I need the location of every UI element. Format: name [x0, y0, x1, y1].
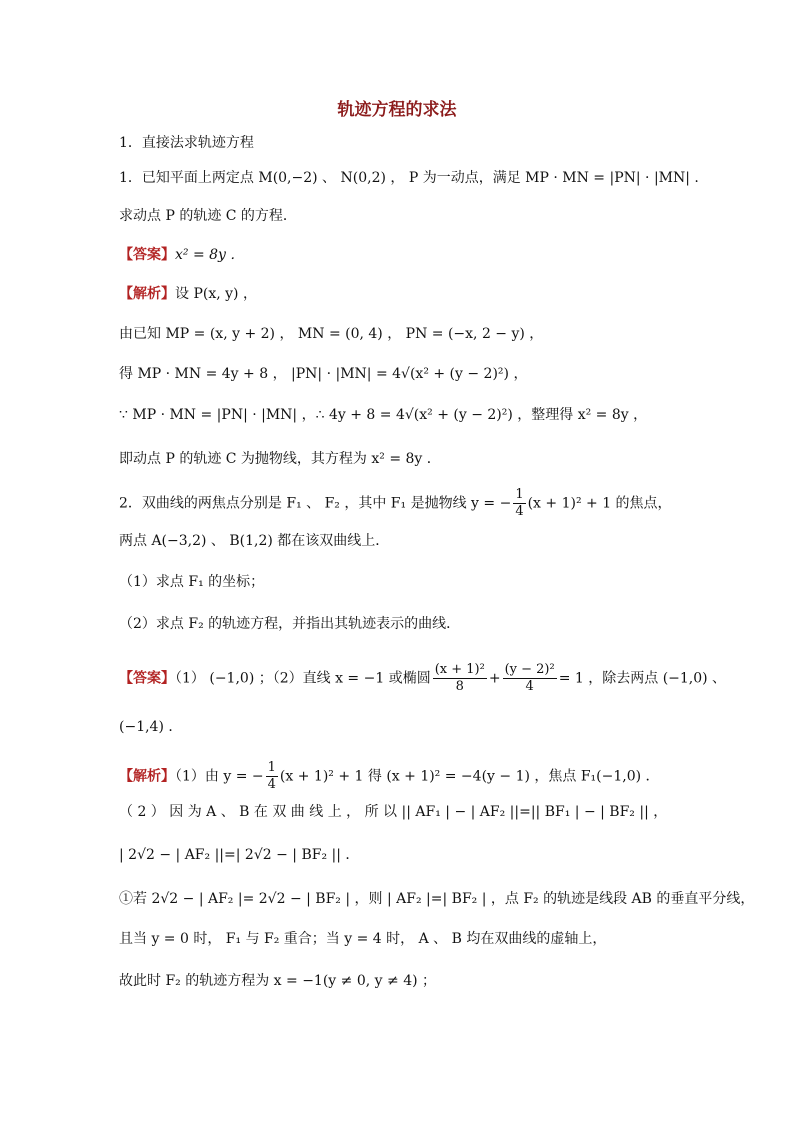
- section-heading: 1．直接法求轨迹方程: [119, 135, 254, 151]
- answer-tag: 【答案】: [119, 670, 175, 687]
- solution-line: 即动点 P 的轨迹 C 为抛物线，其方程为 x² = 8y ．: [119, 451, 441, 467]
- solution-line: ∵ MP · MN = |PN| · |MN| ，∴ 4y + 8 = 4√(x² + (y − 2)²) ，整理得 x² = 8y ，: [119, 407, 648, 423]
- fraction: [433, 662, 487, 695]
- answer-tag: 【答案】: [119, 247, 175, 263]
- problem-2-statement: [119, 487, 672, 520]
- fraction: [266, 760, 278, 793]
- problem-2-solution: [119, 760, 660, 793]
- answer-text: x² = 8y ．: [175, 247, 245, 263]
- plus-sign: +: [488, 670, 501, 687]
- solution-line: 且当 y = 0 时， F₁ 与 F₂ 重合；当 y = 4 时， A 、 B 均在双曲线的虚轴上，: [119, 931, 607, 947]
- solution-line: 设 P(x, y) ，: [175, 286, 257, 302]
- fraction-numerator: 1: [515, 487, 524, 502]
- solution-text: （1）由 y = −: [175, 768, 264, 785]
- fraction: [513, 487, 525, 520]
- solution-line: 得 MP · MN = 4y + 8 ， |PN| · |MN| = 4√(x² + (y − 2)²) ，: [119, 366, 528, 382]
- fraction-denominator: 4: [267, 777, 276, 792]
- solution-tag: 【解析】: [119, 286, 175, 302]
- problem-1-answer: [119, 245, 244, 265]
- fraction-denominator: 4: [515, 504, 524, 519]
- problem-2-answer: [119, 662, 726, 695]
- solution-text: (x + 1)² + 1 得 (x + 1)² = −4(y − 1) ，焦点 F₁(−1,0) ．: [279, 768, 660, 785]
- fraction-denominator: 8: [455, 679, 464, 694]
- solution-line: | 2√2 − | AF₂ ||=| 2√2 − | BF₂ || ．: [119, 847, 360, 863]
- page-title: 轨迹方程的求法: [337, 100, 457, 120]
- answer-text: = 1 ，除去两点 (−1,0) 、: [558, 670, 727, 687]
- fraction-numerator: 1: [267, 760, 276, 775]
- solution-line: （ 2 ） 因 为 A 、 B 在 双 曲 线 上 ， 所 以 || AF₁ | − | AF₂ ||=|| BF₁ | − | BF₂ || ，: [119, 804, 668, 820]
- problem-2-question-1: （1）求点 F₁ 的坐标；: [119, 574, 265, 590]
- problem-2-question-2: （2）求点 F₂ 的轨迹方程，并指出其轨迹表示的曲线．: [119, 616, 461, 632]
- problem-1-statement: 1．已知平面上两定点 M(0,−2) 、 N(0,2) ， P 为一动点，满足 MP · MN = |PN| · |MN| .: [119, 170, 699, 186]
- answer-continuation: (−1,4) ．: [119, 719, 183, 735]
- solution-line: 由已知 MP = (x, y + 2) ， MN = (0, 4) ， PN = (−x, 2 − y) ，: [119, 326, 544, 342]
- problem-1-question: 求动点 P 的轨迹 C 的方程．: [119, 208, 297, 224]
- solution-line: ①若 2√2 − | AF₂ |= 2√2 − | BF₂ | ，则 | AF₂ |=| BF₂ | ，点 F₂ 的轨迹是线段 AB 的垂直平分线，: [119, 891, 755, 907]
- problem-2-points: 两点 A(−3,2) 、 B(1,2) 都在该双曲线上．: [119, 533, 390, 549]
- fraction-denominator: 4: [525, 679, 534, 694]
- statement-text: 2．双曲线的两焦点分别是 F₁ 、 F₂ ，其中 F₁ 是抛物线 y = −: [119, 495, 512, 512]
- statement-text: (x + 1)² + 1 的焦点，: [527, 495, 672, 512]
- fraction-numerator: (x + 1)²: [434, 662, 485, 677]
- problem-1-solution: [119, 284, 257, 304]
- answer-text: （1） (−1,0) ；（2）直线 x = −1 或椭圆: [175, 670, 431, 687]
- fraction-numerator: (y − 2)²: [504, 662, 555, 677]
- solution-tag: 【解析】: [119, 768, 175, 785]
- fraction: [503, 662, 557, 695]
- solution-line: 故此时 F₂ 的轨迹方程为 x = −1(y ≠ 0, y ≠ 4) ；: [119, 973, 437, 989]
